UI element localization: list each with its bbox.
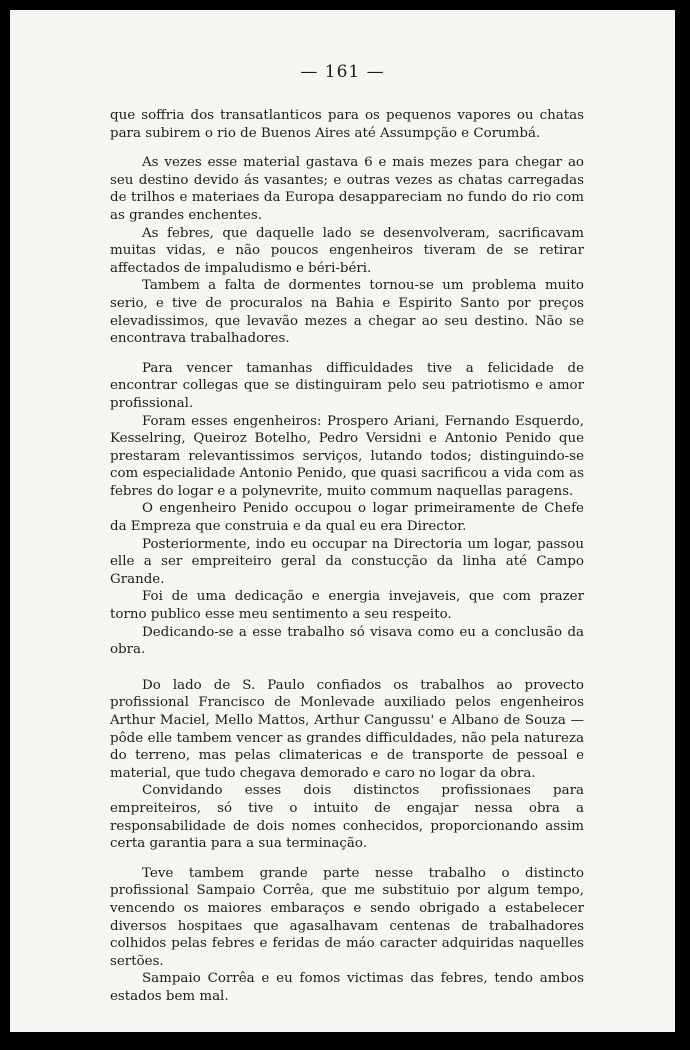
page-number: — 161 —: [300, 62, 385, 82]
paragraph: Teve tambem grande parte nesse trabalho o distincto profissional Sampaio Corrêa, que me substituio por algum tempo, vencendo os maiores embaraços e sendo obrigado a estabelecer diversos hospitaes que agasalhavam centenas de trabalhadores colhidos pelas febres e feridas de máo caracter adquiridas naquelles sertões.: [110, 865, 584, 969]
paragraph: Dedicando-se a esse trabalho só visava como eu a conclusão da obra.: [110, 624, 584, 658]
paragraph: Tambem a falta de dormentes tornou-se um problema muito serio, e tive de procuralos na Bahia e Espirito Santo por preços elevadissimos, que levavão mezes a chegar ao seu destino. Não se encontrava trabalhadores.: [110, 278, 584, 347]
page-body: [110, 107, 584, 1006]
paragraph: As febres, que daquelle lado se desenvolveram, sacrificavam muitas vidas, e não poucos engenheiros tiveram de se retirar affectados de impaludismo e béri-béri.: [110, 225, 584, 276]
paragraph: Do lado de S. Paulo confiados os trabalhos ao provecto profissional Francisco de Monlevade auxiliado pelos engenheiros Arthur Maciel, Mello Mattos, Arthur Cangussu' e Albano de Souza — pôde elle tambem vencer as grandes difficuldades, não pela natureza do terreno, mas pelas climatericas e de transporte de pessoal e material, que tudo chegava demorado e caro no logar da obra.: [110, 677, 584, 781]
paragraph: As vezes esse material gastava 6 e mais mezes para chegar ao seu destino devido ás vasantes; e outras vezes as chatas carregadas de trilhos e materiaes da Europa desappareciam no fundo do rio com as grandes enchentes.: [110, 155, 584, 223]
paragraph: Convidando esses dois distinctos profissionaes para empreiteiros, só tive o intuito de engajar nessa obra a responsabilidade de dois nomes conhecidos, proporcionando assim certa garantia para a sua terminação.: [110, 783, 584, 852]
paragraph: Posteriormente, indo eu occupar na Directoria um logar, passou elle a ser empreiteiro geral da constucção da linha até Campo Grande.: [110, 536, 584, 587]
paragraph: O engenheiro Penido occupou o logar primeiramente de Chefe da Empreza que construia e da qual eu era Director.: [110, 501, 584, 535]
book-page: [10, 10, 675, 1032]
paragraph: que soffria dos transatlanticos para os pequenos vapores ou chatas para subirem o rio de Buenos Aires até Assumpção e Corumbá.: [110, 108, 584, 141]
paragraph: Para vencer tamanhas difficuldades tive a felicidade de encontrar collegas que se distinguiram pelo seu patriotismo e amor profissional.: [110, 360, 584, 411]
paragraph: Foi de uma dedicação e energia invejaveis, que com prazer torno publico esse meu sentimento a seu respeito.: [110, 589, 584, 623]
paragraph: Sampaio Corrêa e eu fomos victimas das febres, tendo ambos estados bem mal.: [110, 971, 584, 1004]
paragraph: Foram esses engenheiros: Prospero Ariani, Fernando Esquerdo, Kesselring, Queiroz Botelho, Pedro Versidni e Antonio Penido que prestaram relevantissimos serviços, lutando todos; distinguindo-se com especialidade Antonio Penido, que quasi sacrificou a vida com as febres do logar e a polynevrite, muito commum naquellas paragens.: [110, 413, 584, 499]
